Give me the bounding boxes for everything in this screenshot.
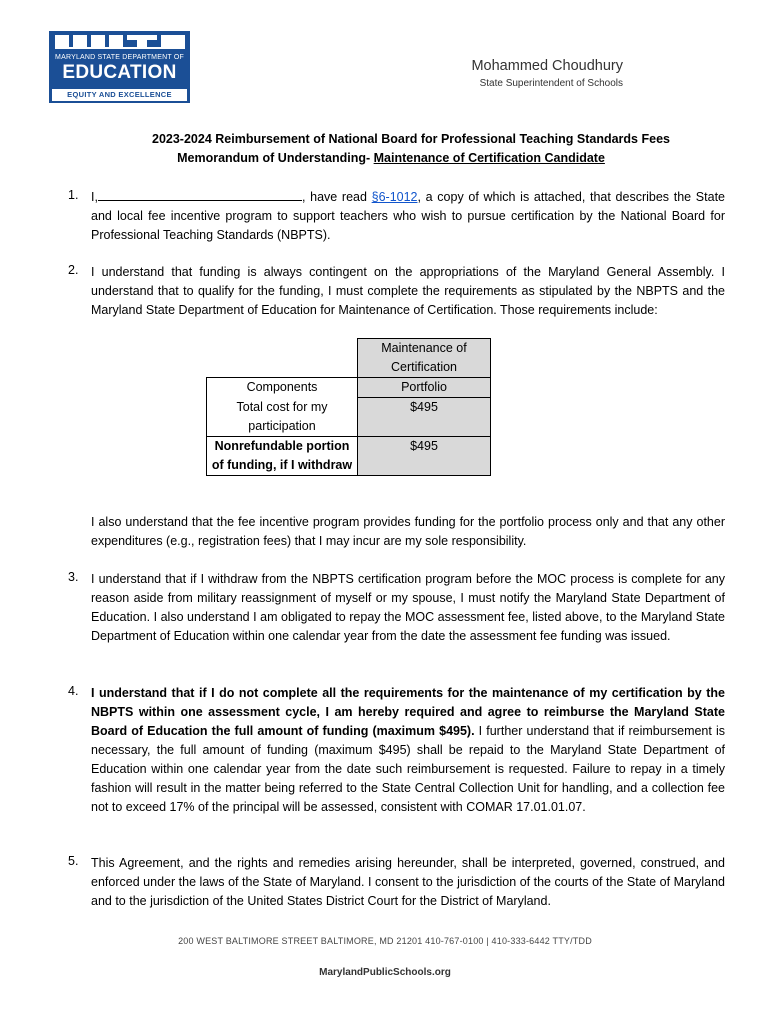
item-1-post: , a copy of which is attached, that describes the State and local fee incentive program to support teachers who wish to pursue certification by the National Board for Professional Teaching Standards (NBPTS).	[91, 190, 725, 242]
row-total-cost-value: $495	[358, 398, 491, 437]
logo-line2: EDUCATION	[62, 62, 177, 83]
item-2-followup: I also understand that the fee incentive program provides funding for the portfolio process only and that any other expenditures (e.g., registration fees) that I may incur are my sole responsibility.	[91, 515, 725, 548]
superintendent-name: Mohammed Choudhury	[471, 58, 623, 74]
table-row	[207, 398, 491, 437]
item-3-text: I understand that if I withdraw from the NBPTS certification program before the MOC process is complete for any reason aside from military reassignment of myself or my spouse, I must notify the Maryland State Department of Education. I also understand I am obligated to repay the MOC assessment fee, listed above, to the Maryland State Department of Education within one calendar year from the date the assessment fee funding was issued.	[91, 572, 725, 643]
item-3-number: 3.	[68, 570, 79, 584]
table-row	[207, 436, 491, 475]
row-components-value: Portfolio	[358, 378, 491, 398]
superintendent-title: State Superintendent of Schools	[479, 78, 623, 89]
item-5-text: This Agreement, and the rights and remedies arising hereunder, shall be interpreted, governed, construed, and enforced under the laws of the State of Maryland. I consent to the jurisdiction of the courts of the State of Maryland and to the jurisdiction of the United States District Court for the District of Maryland.	[91, 856, 725, 908]
logo-building-icon	[49, 31, 190, 53]
table-header-row	[207, 339, 491, 378]
fee-table	[206, 338, 491, 476]
name-blank-field[interactable]	[98, 188, 302, 201]
document-title: 2023-2024 Reimbursement of National Board for Professional Teaching Standards Fees	[152, 132, 670, 146]
item-2-text: I understand that funding is always contingent on the appropriations of the Maryland General Assembly. I understand that to qualify for the funding, I must complete the requirements as stipulated by the NBPTS and the Maryland State Department of Education for Maintenance of Certification. Those requirements include:	[91, 265, 725, 317]
item-4-bold: I understand that if I do not complete all the requirements for the maintenance of my certification by the NBPTS within one assessment cycle, I am hereby required and agree to reimburse the Maryland State Board of Education the full amount of funding (maximum $495).	[91, 686, 725, 738]
subtitle-prefix: Memorandum of Understanding-	[177, 151, 374, 165]
item-5-number: 5.	[68, 854, 79, 868]
msde-logo	[49, 31, 190, 103]
item-1-mid: , have read	[301, 190, 372, 204]
item-1-number: 1.	[68, 188, 79, 202]
item-4-rest: I further understand that if reimbursement is necessary, the full amount of funding (maximum $495) shall be repaid to the Maryland State Department of Education within one calendar year from the date such reimbursement is requested. Failure to repay in a timely fashion will result in the matter being referred to the State Central Collection Unit for handling, and a collection fee not to exceed 17% of the principal will be assessed, consistent with COMAR 17.01.01.07.	[91, 724, 725, 814]
row-total-cost-label: Total cost for my participation	[207, 398, 358, 437]
item-4-number: 4.	[68, 684, 79, 698]
row-components-label: Components	[207, 378, 358, 398]
footer-address: 200 WEST BALTIMORE STREET BALTIMORE, MD 21201 410-767-0100 | 410-333-6442 TTY/TDD	[178, 936, 592, 946]
table-header-cell: Maintenance of Certification	[358, 339, 491, 378]
item-2-number: 2.	[68, 263, 79, 277]
item-1-pre: I,	[91, 190, 98, 204]
item-1-text	[91, 188, 725, 245]
document-subtitle	[6, 151, 770, 165]
subtitle-underlined: Maintenance of Certification Candidate	[373, 151, 605, 165]
row-nonrefundable-value: $495	[358, 436, 491, 475]
logo-tagline: EQUITY AND EXCELLENCE	[52, 89, 187, 101]
logo-line1: MARYLAND STATE DEPARTMENT OF	[55, 54, 184, 61]
statute-link[interactable]: §6-1012	[371, 190, 418, 204]
row-nonrefundable-label: Nonrefundable portion of funding, if I withdraw	[207, 436, 358, 475]
table-row	[207, 378, 491, 398]
footer-website[interactable]: MarylandPublicSchools.org	[319, 967, 451, 978]
item-4-text	[91, 684, 725, 817]
